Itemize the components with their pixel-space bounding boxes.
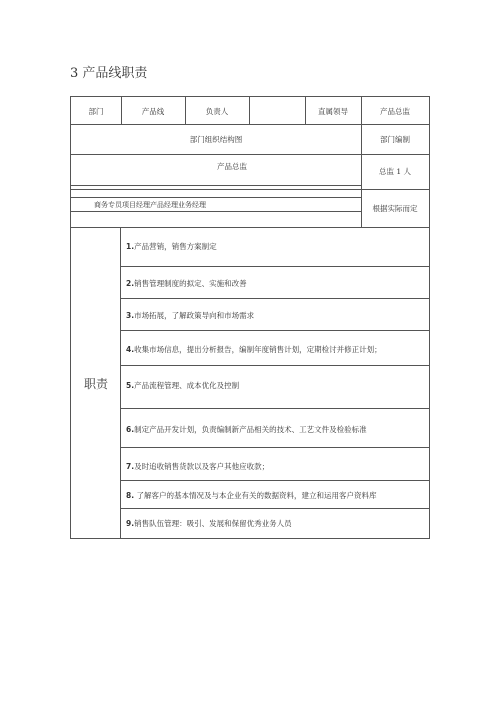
col-divider	[361, 96, 362, 124]
headcount-label: 部门编制	[380, 135, 410, 144]
row-divider	[120, 480, 430, 481]
table-border-left	[70, 96, 71, 538]
row-divider	[70, 154, 430, 155]
duty-item: 9.销售队伍管理：吸引、发展和保留优秀业务人员	[126, 519, 292, 528]
director-count: 总监 1 人	[378, 167, 412, 176]
duties-section-label: 职责	[84, 377, 109, 391]
table-border-right	[429, 96, 430, 538]
row-divider	[70, 124, 430, 125]
row-divider	[120, 447, 430, 448]
dept-label: 部门	[88, 107, 104, 116]
table-border-top	[70, 96, 430, 97]
row-divider	[70, 197, 362, 198]
owner-label: 负责人	[205, 107, 229, 116]
col-divider	[121, 96, 122, 124]
product-line-label: 产品线	[141, 107, 165, 116]
duty-item: 7.及时追收销售货款以及客户其他应收款；	[126, 462, 270, 471]
duty-item: 3.市场拓展，了解政策导向和市场需求	[126, 311, 255, 320]
duty-item: 1.产品营销，销售方案制定	[126, 242, 217, 251]
row-divider	[120, 330, 430, 331]
duty-item: 6.制定产品开发计划，负责编制新产品相关的技术、工艺文件及检验标准	[126, 425, 367, 434]
org-chart-label: 部门组织结构图	[189, 135, 243, 144]
col-divider	[185, 96, 186, 124]
table-border-bottom	[70, 538, 430, 539]
duty-item: 8. 了解客户的基本情况及与本企业有关的数据资料，建立和运用客户资料库	[126, 491, 377, 500]
row-divider	[70, 189, 430, 190]
page-title: 3 产品线职责	[70, 66, 148, 81]
row-divider	[70, 211, 362, 212]
duty-item: 2.销售管理制度的拟定、实施和改善	[126, 279, 247, 288]
director-box: 产品总监	[217, 162, 247, 171]
duty-item: 5.产品流程管理、成本优化及控制	[126, 381, 240, 390]
col-divider	[249, 96, 250, 124]
superior-label: 直属领导	[318, 107, 348, 116]
row-divider	[120, 266, 430, 267]
row-divider	[120, 365, 430, 366]
col-divider	[305, 96, 306, 124]
row-divider	[120, 508, 430, 509]
col-divider	[120, 227, 121, 538]
duty-item: 4.收集市场信息，提出分析报告，编制年度销售计划，定期检讨并修正计划；	[126, 345, 382, 354]
roles-row: 商务专员项目经理产品经理业务经理	[94, 201, 206, 209]
row-divider	[120, 408, 430, 409]
per-actual-label: 根据实际而定	[372, 204, 418, 213]
row-divider	[120, 298, 430, 299]
row-divider	[70, 185, 362, 186]
superior-value: 产品总监	[380, 107, 410, 116]
row-divider	[70, 227, 430, 228]
